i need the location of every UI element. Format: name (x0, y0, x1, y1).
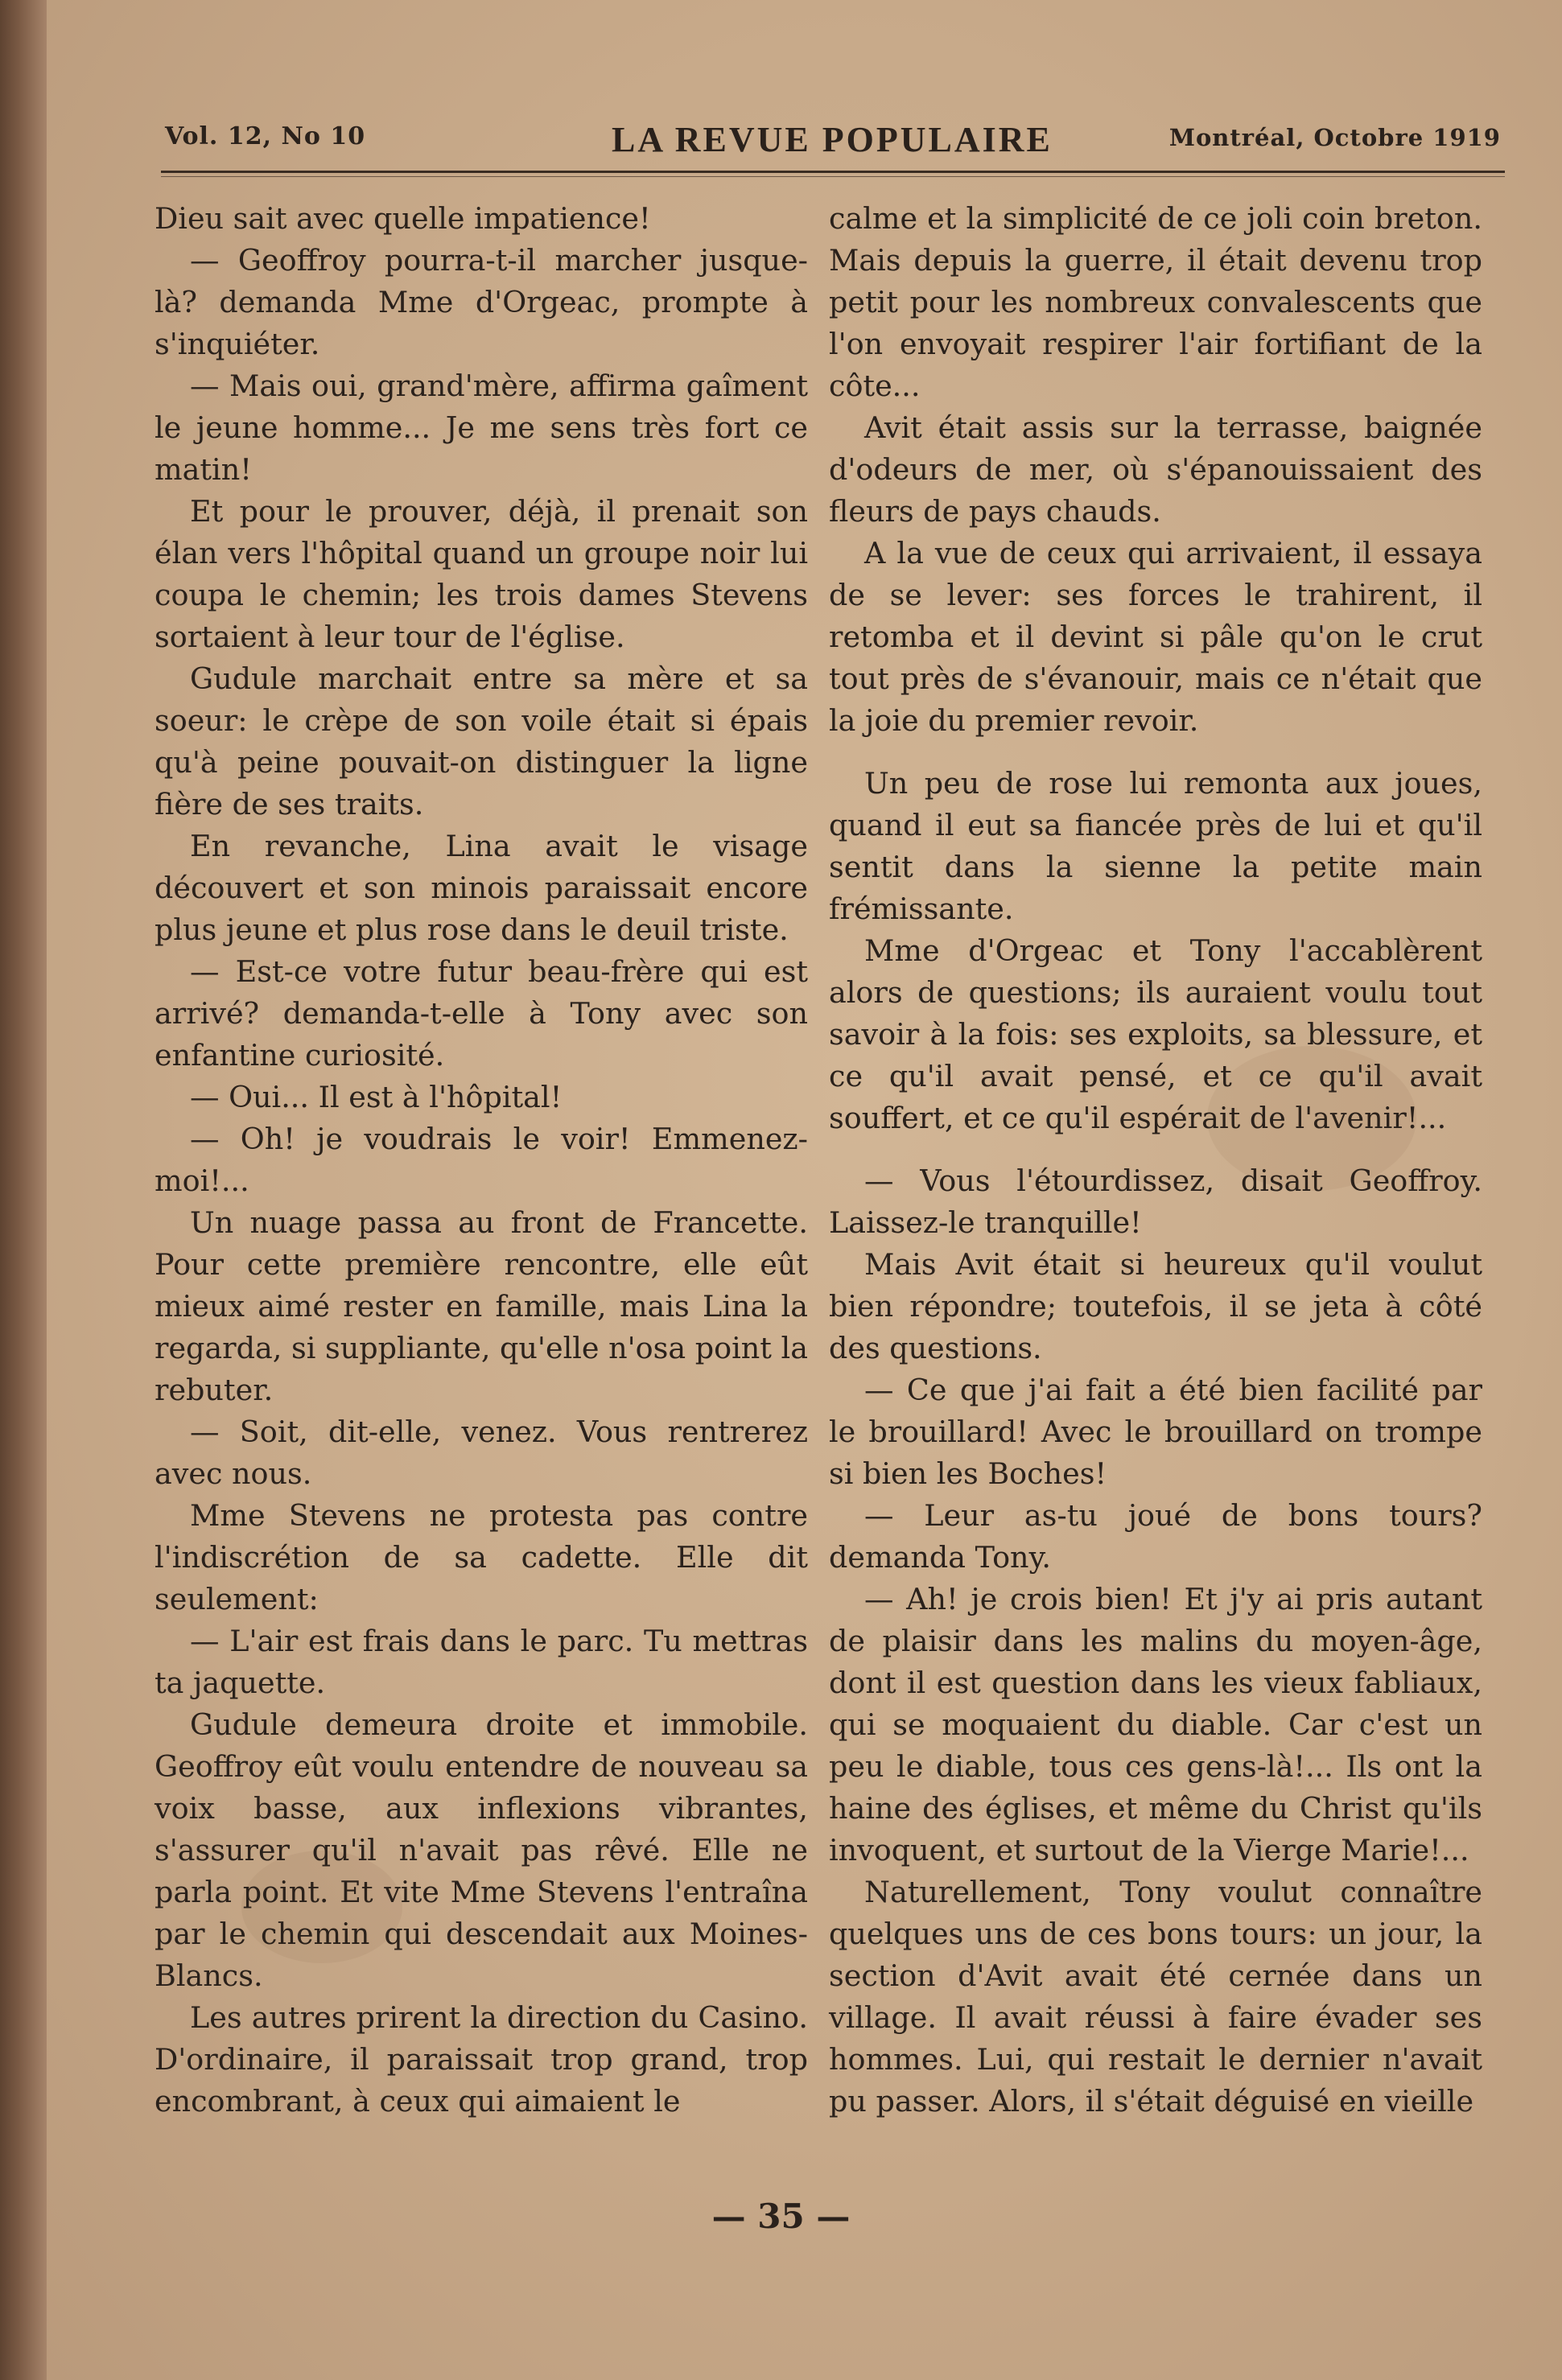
paragraph: Un peu de rose lui remonta aux joues, quand il eut sa fiancée près de lui et qu'il sentit dans la sienne la petite main frémissante. (829, 766, 1482, 926)
paragraph: calme et la simplicité de ce joli coin breton. Mais depuis la guerre, il était devenu trop petit pour les nombreux convalescents que l'on envoyait respirer l'air fortifiant de la côte... (829, 201, 1482, 403)
page-number: — 35 — (711, 2197, 851, 2236)
binding-spine (0, 0, 47, 2380)
paragraph: Mais Avit était si heureux qu'il voulut bien répondre; toutefois, il se jeta à côté des questions. (829, 1247, 1482, 1365)
paragraph: Mme Stevens ne protesta pas contre l'indiscrétion de sa cadette. Elle dit seulement: (155, 1498, 808, 1616)
paragraph: Dieu sait avec quelle impatience! (155, 201, 651, 236)
paragraph: — Leur as-tu joué de bons tours? demanda Tony. (829, 1498, 1482, 1575)
paragraph: — Ce que j'ai fait a été bien facilité par le brouillard! Avec le brouillard on trompe si bien les Boches! (829, 1373, 1482, 1491)
left-column (155, 198, 808, 2123)
paragraph: — Soit, dit-elle, venez. Vous rentrerez avec nous. (155, 1414, 808, 1491)
paragraph: Et pour le prouver, déjà, il prenait son élan vers l'hôpital quand un groupe noir lui coupa le chemin; les trois dames Stevens sortaient à leur tour de l'église. (155, 494, 808, 654)
running-header (165, 119, 1501, 167)
paragraph: — Geoffroy pourra-t-il marcher jusque-là? demanda Mme d'Orgeac, prompte à s'inquiéter. (155, 243, 808, 361)
paragraph: En revanche, Lina avait le visage découvert et son minois paraissait encore plus jeune et plus rose dans le deuil triste. (155, 829, 808, 947)
place-date: Montréal, Octobre 1919 (1168, 124, 1501, 151)
volume-number: Vol. 12, No 10 (165, 122, 366, 150)
paragraph: — Oui... Il est à l'hôpital! (190, 1080, 563, 1114)
paragraph: Gudule demeura droite et immobile. Geoffroy eût voulu entendre de nouveau sa voix basse, aux inflexions vibrantes, s'assurer qu'il n'avait pas rêvé. Elle ne parla point. Et vite Mme Stevens l'entraîna par le chemin qui descendait aux Moines-Blancs. (155, 1707, 808, 1993)
publication-title: LA REVUE POPULAIRE (612, 120, 1053, 159)
paragraph: Gudule marchait entre sa mère et sa soeur: le crèpe de son voile était si épais qu'à peine pouvait-on distinguer la ligne fière de ses traits. (155, 661, 808, 821)
paragraph: Mme d'Orgeac et Tony l'accablèrent alors de questions; ils auraient voulu tout savoir à la fois: ses exploits, sa blessure, et ce qu'il avait pensé, et ce qu'il avait souffert, et ce qu'il espérait de l'avenir!... (829, 933, 1482, 1135)
paragraph: — Vous l'étourdissez, disait Geoffroy. Laissez-le tranquille! (829, 1163, 1482, 1240)
paragraph: Un nuage passa au front de Francette. Pour cette première rencontre, elle eût mieux aimé rester en famille, mais Lina la regarda, si suppliante, qu'elle n'osa point la rebuter. (155, 1205, 808, 1407)
paragraph: — Mais oui, grand'mère, affirma gaîment le jeune homme... Je me sens très fort ce matin! (155, 369, 808, 487)
paragraph: Naturellement, Tony voulut connaître quelques uns de ces bons tours: un jour, la section d'Avit avait été cernée dans un village. Il avait réussi à faire évader ses hommes. Lui, qui restait le dernier n'avait pu passer. Alors, il s'était déguisé en vieille (829, 1875, 1482, 2119)
paragraph: A la vue de ceux qui arrivaient, il essaya de se lever: ses forces le trahirent, il retomba et il devint si pâle qu'on le crut tout près de s'évanouir, mais ce n'était que la joie du premier revoir. (829, 536, 1482, 738)
header-rule (161, 171, 1505, 173)
paragraph: Les autres prirent la direction du Casino. D'ordinaire, il paraissait trop grand, trop encombrant, à ceux qui aimaient le (155, 2000, 808, 2119)
header-rule-thin (161, 176, 1505, 177)
paragraph: — Est-ce votre futur beau-frère qui est arrivé? demanda-t-elle à Tony avec son enfantine curiosité. (155, 954, 808, 1073)
paragraph: — Oh! je voudrais le voir! Emmenez-moi!... (155, 1122, 808, 1198)
paragraph: — Ah! je crois bien! Et j'y ai pris autant de plaisir dans les malins du moyen-âge, dont il est question dans les vieux fabliaux, qui se moquaient du diable. Car c'est un peu le diable, tous ces gens-là!... Ils ont la haine des églises, et même du Christ qu'ils invoquent, et surtout de la Vierge Marie!... (829, 1582, 1482, 1867)
paragraph: Avit était assis sur la terrasse, baignée d'odeurs de mer, où s'épanouissaient des fleurs de pays chauds. (829, 410, 1482, 529)
right-column (829, 198, 1482, 2123)
paragraph: — L'air est frais dans le parc. Tu mettras ta jaquette. (155, 1624, 808, 1700)
